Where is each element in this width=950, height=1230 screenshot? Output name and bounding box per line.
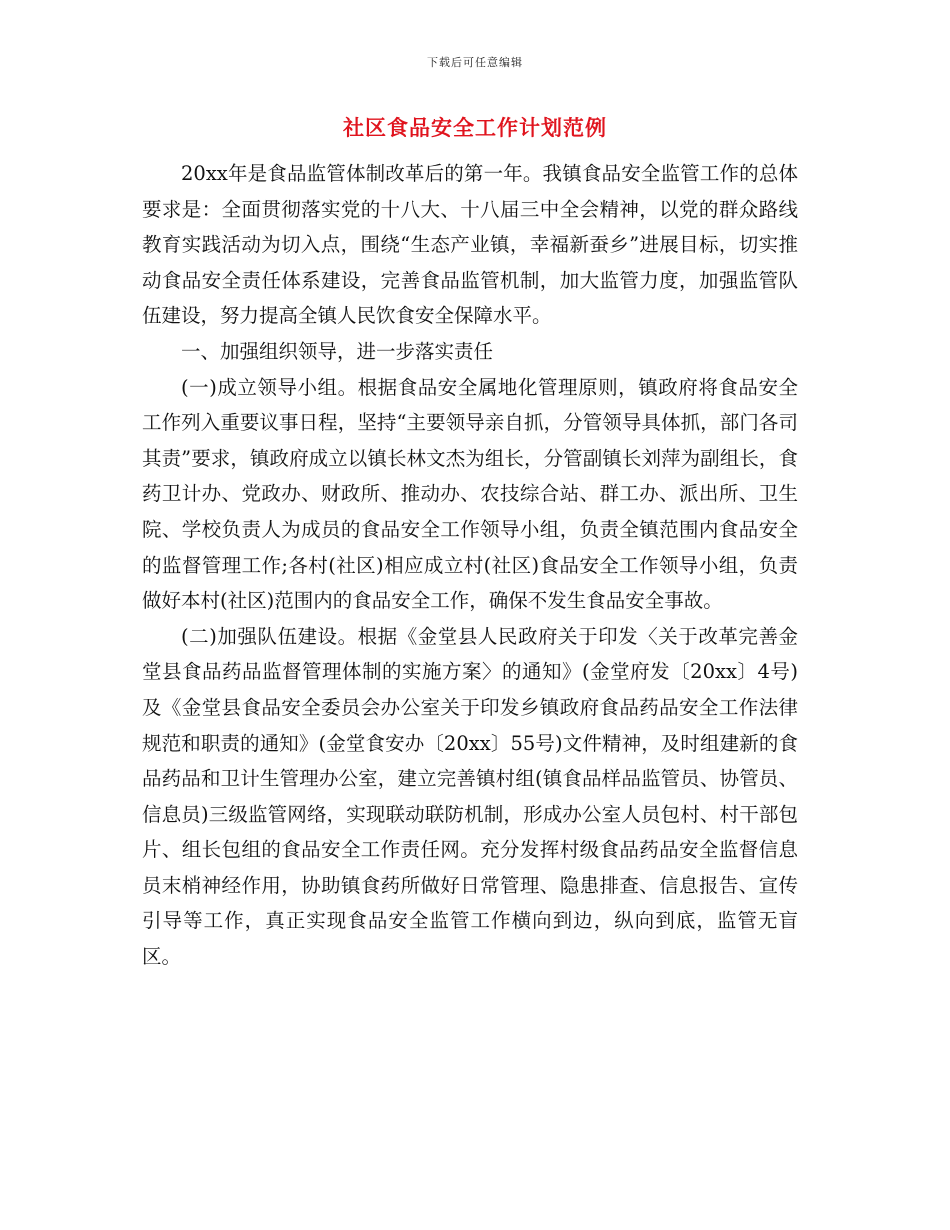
section-heading-1: 一、加强组织领导，进一步落实责任 — [181, 339, 494, 363]
page-header: 下载后可任意编辑 — [427, 56, 523, 69]
paragraph-leadership-group: (一)成立领导小组。根据食品安全属地化管理原则，镇政府将食品安全工作列入重要议事日程，坚持“主要领导亲自抓，分管领导具体抓，部门各司其责”要求，镇政府成立以镇长林文杰为组长，分管副镇长刘萍为副组长，食药卫计办、党政办、财政所、推动办、农技综合站、群工办、派出所、卫生院、学校负责人为成员的食品安全工作领导小组，负责全镇范围内食品安全的监督管理工作;各村(社区)相应成立村(社区)食品安全工作领导小组，负责做好本村(社区)范围内的食品安全工作，确保不发生食品安全事故。 — [142, 375, 798, 613]
paragraph-team-building: (二)加强队伍建设。根据《金堂县人民政府关于印发〈关于改革完善金堂县食品药品监督管理体制的实施方案〉的通知》(金堂府发〔20xx〕4号)及《金堂县食品安全委员会办公室关于印发乡镇政府食品药品安全工作法律规范和职责的通知》(金堂食安办〔20xx〕55号)文件精神，及时组建新的食品药品和卫计生管理办公室，建立完善镇村组(镇食品样品监管员、协管员、信息员)三级监管网络，实现联动联防机制，形成办公室人员包村、村干部包片、组长包组的食品安全工作责任网。充分发挥村级食品药品安全监督信息员末梢神经作用，协助镇食药所做好日常管理、隐患排查、信息报告、宣传引导等工作，真正实现食品安全监管工作横向到边，纵向到底，监管无盲区。 — [142, 624, 798, 969]
document-body — [142, 156, 798, 975]
document-title: 社区食品安全工作计划范例 — [343, 116, 607, 140]
paragraph-intro: 20xx年是食品监管体制改革后的第一年。我镇食品安全监管工作的总体要求是：全面贯彻落实党的十八大、十八届三中全会精神，以党的群众路线教育实践活动为切入点，围绕“生态产业镇，幸福新蚕乡”进展目标，切实推动食品安全责任体系建设，完善食品监管机制，加大监管力度，加强监管队伍建设，努力提高全镇人民饮食安全保障水平。 — [142, 162, 798, 328]
